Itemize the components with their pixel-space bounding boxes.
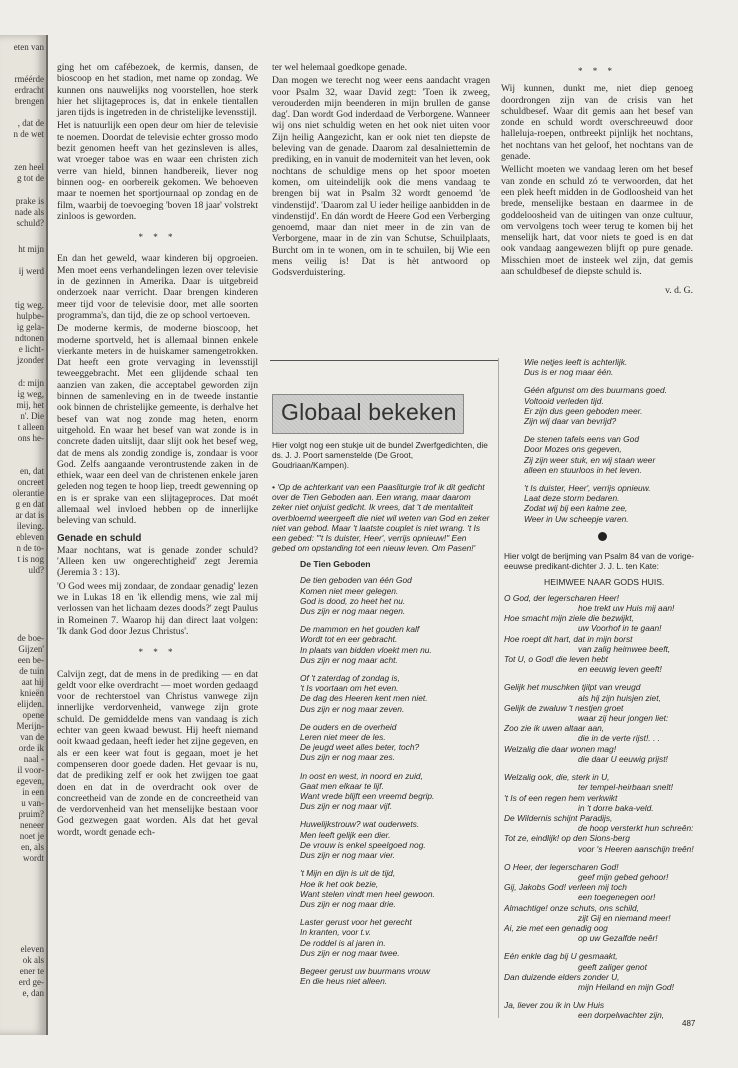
prev-page-fragment: n de to- xyxy=(16,543,44,553)
prev-page-fragment: il voor- xyxy=(17,765,44,775)
feature-title: Globaal bekeken xyxy=(281,399,457,425)
prev-page-fragment: , dat de xyxy=(17,118,44,128)
prev-page-fragment: Gijzen' xyxy=(18,644,44,654)
prev-page-fragment: ndtonen xyxy=(15,333,44,343)
author-signature: v. d. G. xyxy=(665,285,693,297)
prev-page-fragment: pruim? xyxy=(18,809,44,819)
prev-page-fragment: erdracht xyxy=(14,85,44,95)
poem-line: Dus zijn er nog maar vijf. xyxy=(300,801,393,812)
prev-page-fragment: t alleen xyxy=(17,422,44,432)
poem-line: Zoo zie ik uwen altaar aan, xyxy=(504,723,605,734)
poem-line: Men leeft gelijk een dier. xyxy=(300,829,391,840)
poem-line: Want stelen vindt men heel gewoon. xyxy=(300,888,435,899)
poem-line: Tot U, o God! die leven hebt xyxy=(504,654,608,665)
prev-page-fragment: Merijn- xyxy=(16,721,44,731)
prev-page-fragment: en, dat xyxy=(20,466,44,476)
poem-line: uw Voorhof in te gaan! xyxy=(578,623,662,634)
prev-page-fragment: wordt xyxy=(23,853,44,863)
paragraph: Wij kunnen, dunkt me, niet diep genoeg doordrongen zijn van de crisis van het schuldbesef. Waar dit gemis aan het besef van zonde en schuld wordt overschreeuwd door halleluja-roepen, ontbreekt pijnlijk het nochtans, het nochtans van het geloof, het nochtans van de genade. xyxy=(501,83,693,163)
hymn-psalm-84 xyxy=(504,593,700,1021)
poem-line: waar zij heur jongen liet: xyxy=(578,713,669,724)
poem-line: Dus zijn er nog maar acht. xyxy=(300,654,398,665)
poem-line: In plaats van bidden vloekt men nu. xyxy=(300,644,432,655)
prev-page-fragment: n de wet xyxy=(13,129,44,139)
stanza xyxy=(300,917,490,958)
prev-page-fragment: hulpbe- xyxy=(16,311,44,321)
poem-line: Dus zijn er nog maar zeven. xyxy=(300,703,405,714)
poem-line: De dag des Heeren kent men niet. xyxy=(300,693,428,704)
poem-line: Gelijk het muschken tjilpt van vreugd xyxy=(504,682,641,693)
paragraph: De moderne kermis, de moderne bioscoop, het moderne sportveld, het is allemaal binnen enkele vierkante meters in de huiskamer samengetrokken. Dat heeft een grote vervaging in levensstijl teweeggebracht. Met een glijdende schaal ten aanzien van zaken, die acceptabel geworden zijn binnen de samenleving en in de tweede instantie ook binnen de christelijke gemeente, is derhalve het besef van wat nog zonde mag heten, enorm uitgehold. En waar het besef van wat zonde is in concrete daden uitslijt, daar slijt ook het besef weg, dat de mens als zondig zondige is, zondaar is voor God. Zelfs aangaande verontrustende zaken in de ethiek, waar een deel van de christenen enkele jaren geleden nog tegen te hoop liep, treedt gewenning op en is er sprake van een slijtageproces. Dat moét allemaal wel invloed hebben op de innerlijke beleving van schuld. xyxy=(57,323,258,527)
poem-line: 't Is of een regen hem verkwikt xyxy=(504,792,618,803)
poem-line: Laster gerust voor het gerecht xyxy=(300,917,412,928)
paragraph: ter wel helemaal goedkope genade. xyxy=(272,62,408,73)
poem-line: Gelijk de zwaluw 't nestjen groet xyxy=(504,702,624,713)
stanza xyxy=(524,357,700,377)
stanza xyxy=(300,868,490,909)
poem-line: De jeugd weet alles beter, toch? xyxy=(300,742,420,753)
prev-page-fragment: d: mijn xyxy=(18,378,44,388)
paragraph: Het is natuurlijk een open deur om hier de televisie te noemen. Doordat de televisie echter grosso modo bezit genomen heeft van het gezinsleven is alles, wat vroeger taboe was en waar een christen zich verre van hield, binnen handbereik, liever nog binnen oog- en oorbereik gekomen. We behoeven maar te noemen het sportjournaal op zondag en de film, waarbij de toevoeging 'boven 18 jaar' volstrekt zinloos is geworden. xyxy=(57,120,258,222)
section-divider: * * * xyxy=(578,66,616,76)
subheading: Genade en schuld xyxy=(57,532,142,544)
stanza xyxy=(524,385,700,426)
poem-line: In oost en west, in noord en zuid, xyxy=(300,770,423,781)
prev-page-fragment: ar dat is xyxy=(15,510,44,520)
poem-line: Laat deze storm bedaren. xyxy=(524,493,620,504)
poem-line: De ouders en de overheid xyxy=(300,721,397,732)
poem-continuation xyxy=(504,357,700,524)
prev-page-fragment: e licht- xyxy=(18,344,44,354)
poem-line: Almachtige! onze schuts, ons schild, xyxy=(504,902,639,913)
column-3 xyxy=(501,62,693,297)
prev-page-fragment: zen heel xyxy=(14,162,44,172)
poem-line: die daar U eeuwig prijst! xyxy=(578,753,668,764)
prev-page-fragment: opene xyxy=(22,710,44,720)
feature-intro: Hier volgt nog een stukje uit de bundel Zwerfgedichten, die ds. J. J. Poort samenstelde (De Groot, Goudriaan/Kampen). xyxy=(272,440,488,470)
stanza xyxy=(300,771,490,812)
prev-page-fragment: u van- xyxy=(21,798,44,808)
prev-page-fragment: erd ge- xyxy=(18,977,44,987)
paragraph: Maar nochtans, wat is genade zonder schuld? 'Alleen ken uw ongerechtigheid' zegt Jeremia (Jeremia 3 : 13). xyxy=(57,544,258,579)
poem-line: Er zijn dus geen geboden meer. xyxy=(524,405,643,416)
prev-page-fragment: in een xyxy=(22,787,44,797)
poem-line: zijt Gij en niemand meer! xyxy=(578,912,671,923)
poem-line: De stenen tafels eens van God xyxy=(524,434,639,445)
poem-line: ter tempel-heirbaan snelt! xyxy=(578,782,673,793)
hymn-intro: Hier volgt de berijming van Psalm 84 van de vorige-eeuwse predikant-dichter J. J. L. ten Kate: xyxy=(504,550,694,571)
prev-page-fragment: e, dan xyxy=(22,988,44,998)
poem-line: Welzalig ook, die, sterk in U, xyxy=(504,772,610,783)
prev-page-fragment: ig weg, xyxy=(17,389,44,399)
poem-line: in 't dorre baka-veld. xyxy=(578,802,654,813)
poem-line: Gaat men elkaar te lijf. xyxy=(300,780,384,791)
poem-line: God is dood, zo heet het nu. xyxy=(300,595,406,606)
prev-page-fragment: ij werd xyxy=(18,266,44,276)
poem-line: hoe trekt uw Huis mij aan! xyxy=(578,603,675,614)
stanza xyxy=(504,682,700,764)
prev-page-fragment: mij, het xyxy=(16,400,44,410)
poem-line: De tien geboden van één God xyxy=(300,575,412,586)
paragraph: ging het om cafébezoek, de kermis, dansen, de bioscoop en het stadion, met name op zondag. We kunnen ons nauwelijks nog voorstellen, hoe sterk hier het slijtageproces is, dat in enkele tientallen jaren tijds is ingetreden in de christelijke levensstijl. xyxy=(57,62,258,119)
prev-page-fragment: de tuin xyxy=(19,666,44,676)
hymn-title: HEIMWEE NAAR GODS HUIS. xyxy=(544,576,665,587)
poem-line: Gij, Jakobs God! verleen mij toch xyxy=(504,882,627,893)
poem-line: van zalig heimwee beeft, xyxy=(578,643,671,654)
stanza xyxy=(300,624,490,665)
prev-page-fragment: uld? xyxy=(28,565,44,575)
poem-title: De Tien Geboden xyxy=(300,559,371,570)
poem-line: Voltooid verleden tijd. xyxy=(524,395,604,406)
stanza xyxy=(504,951,700,992)
prev-page-fragment: t is nog xyxy=(17,554,44,564)
prev-page-fragment: brengen xyxy=(15,96,44,106)
prev-page-fragment: de boe- xyxy=(17,633,44,643)
poem-line: alleen en stuurloos in het leven. xyxy=(524,464,642,475)
prev-page-fragment: orde ik xyxy=(18,743,44,753)
divider-line xyxy=(270,360,498,361)
poem-line: op uw Gezalfde neêr! xyxy=(578,933,658,944)
prev-page-fragment: ht mijn xyxy=(18,244,44,254)
poem-line: 't Is voortaan om het even. xyxy=(300,683,399,694)
feature-title-box xyxy=(272,394,464,434)
prev-page-fragment: aat hij xyxy=(21,677,44,687)
paragraph: Dan mogen we terecht nog weer eens aandacht vragen voor Psalm 32, waar David zegt: 'Toen ik zweeg, verouderden mijn beenderen in mijn brullen de ganse dag'. Dan wordt God inderdaad de Verborgene. Wanneer wij ons niet schuldig weten en het ook niet uiten voor Zijn heilig Aangezicht, kan er ook niet ten diepste de beleving van de genade. Daarom zal desalniettemin de prediking, en in vanuit de moderniteit van het leven, ook nochtans de schuldige mens op het spoor moeten komen, om uiteindelijk ook die mens vandaag te brengen bij wat in Psalm 32 wordt genoemd 'de vindenstijd'. 'Daarom zal U ieder heilige aanbidden in de vindenstijd'. En dán wordt de Heere God een Verberging genoemd, maar dan niet meer in de zin van de Verborgene, maar in de zin van Schutse, Schuilplaats, Burcht om in te wonen, om in te schuilen, bij Wie een mens veilig is! Dat is hèt antwoord op Godsverduistering. xyxy=(272,75,490,279)
poem-line: een toegenegen oor! xyxy=(578,892,656,903)
prev-page-fragment: ebleven xyxy=(16,532,44,542)
column-4 xyxy=(504,357,700,1029)
poem-line: Géén afgunst om des buurmans goed. xyxy=(524,385,667,396)
section-divider: * * * xyxy=(138,647,177,658)
poem-line: mijn Heiland en mijn God! xyxy=(578,981,674,992)
prev-page-fragment: eleven xyxy=(20,944,44,954)
prev-page-fragment: tig weg. xyxy=(15,300,44,310)
poem-line: Hoe ik het ook bezie, xyxy=(300,878,379,889)
poem-line: O Heer, der legerscharen God! xyxy=(504,861,619,872)
page-number: 487 xyxy=(682,1019,696,1028)
prev-page-fragment: schuld? xyxy=(16,218,44,228)
prev-page-fragment: nade als xyxy=(14,207,44,217)
poem-line: Komen niet meer gelegen. xyxy=(300,585,399,596)
poem-line: Dus zijn er nog maar zes. xyxy=(300,752,395,763)
prev-page-fragment: noet je xyxy=(19,831,44,841)
poem-line: een dorpelwachter zijn, xyxy=(578,1010,665,1021)
poem-line: Dus zijn er nog maar vier. xyxy=(300,850,396,861)
poem-line: geeft zaliger genot xyxy=(578,961,647,972)
stanza xyxy=(504,862,700,944)
poem-line: de hoop versterkt hun schreên: xyxy=(578,823,694,834)
poem-line: Welzalig die daar wonen mag! xyxy=(504,743,617,754)
poem-line: De roddel is al jaren in. xyxy=(300,937,386,948)
prev-page-fragment: ig gela- xyxy=(16,322,44,332)
prev-page-fragment: ileving. xyxy=(16,521,44,531)
prev-page-fragment: olerantie xyxy=(12,488,44,498)
poem-line: en eeuwig leven geeft! xyxy=(578,664,662,675)
stanza xyxy=(300,575,490,616)
poem-line: En die heus niet alleen. xyxy=(300,976,388,987)
poem-line: Dan duizende elders zonder U, xyxy=(504,971,620,982)
poem-line: 't Is duister, Heer', verrijs opnieuw. xyxy=(524,483,651,494)
poem-ten-commandments xyxy=(300,575,490,986)
poem-line: Begeer gerust uw buurmans vrouw xyxy=(300,965,430,976)
poem-line: O God, der legerscharen Heer! xyxy=(504,592,619,603)
prev-page-fragment: naal - xyxy=(23,754,44,764)
poem-line: De Wildernis schijnt Paradijs, xyxy=(504,812,613,823)
stanza xyxy=(300,966,490,986)
stanza xyxy=(504,772,700,854)
poem-line: De mammon en het gouden kalf xyxy=(300,624,420,635)
feature-note: • 'Op de achterkant van een Paasliturgie trof ik dit gedicht over de Tien Geboden aan. Een wrang, maar daarom zeker niet onjuist gedicht. Ik vrees, dat 't de mentaliteit overbloemd weergeeft die niet wil weten van God en zeker niet van gebod. Maar 't laatste couplet is niet wrang. 't Is een gebed: "'t Is duister, Heer', verrijs opnieuw!" Een gebed om opstanding tot een nieuw leven. Om Pasen!' xyxy=(272,482,490,554)
column-1 xyxy=(57,62,258,840)
prev-page-fragment: jzonder xyxy=(17,355,44,365)
previous-page-edge xyxy=(0,35,48,1035)
section-divider: * * * xyxy=(138,232,177,243)
column-2 xyxy=(272,62,490,281)
poem-line: Want vrede blijft een vreemd begrip. xyxy=(300,791,435,802)
prev-page-fragment: van de xyxy=(20,732,44,742)
poem-line: Wordt tot en eer gebracht. xyxy=(300,634,398,645)
poem-line: De vrouw is enkel speelgoed nog. xyxy=(300,839,426,850)
prev-page-fragment: ons he- xyxy=(17,433,44,443)
poem-line: geef mijn gebed gehoor! xyxy=(578,871,669,882)
poem-line: Hoe smacht mijn ziele die bezwijkt, xyxy=(504,613,634,624)
poem-line: Zijn wij daar van bevrijd? xyxy=(524,416,617,427)
prev-page-fragment: knieën xyxy=(20,688,44,698)
poem-line: Dus zijn er nog maar negen. xyxy=(300,606,406,617)
poem-line: Eén enkle dag bij U gesmaakt, xyxy=(504,951,618,962)
poem-line: Ja, liever zou ik in Uw Huis xyxy=(504,1000,605,1011)
paragraph: Wellicht moeten we vandaag leren om het besef van zonde en schuld zó te verwoorden, dat het een plek heeft midden in de Godloosheid van het brede, menselijke bestaan en daarmee in de goddeloosheid van de uitingen van onze cultuur, om vervolgens toch weer terug te komen bij het menselijk hart, dat voor niets te goed is en dat ook vandaag aangewezen blijft op pure genade. Misschien moet de insteek wel zijn, dat gemis aan schuldbesef de diepste schuld is. xyxy=(501,164,693,278)
poem-line: als hij zijn huisjen ziet, xyxy=(578,692,661,703)
poem-line: Wie netjes leeft is achterlijk. xyxy=(524,357,628,367)
poem-line: die in de verte rijst!. . . xyxy=(578,733,660,744)
poem-line: Dus zijn er nog maar twee. xyxy=(300,947,400,958)
prev-page-fragment: rméérde xyxy=(14,74,44,84)
feature-column xyxy=(272,440,490,994)
poem-line: Ai, zie met een genadig oog xyxy=(504,922,608,933)
prev-page-fragment: n'. Die xyxy=(20,411,44,421)
paragraph: En dan het geweld, waar kinderen bij opgroeien. Men moet eens verhandelingen lezen over televisie in de gezinnen in Amerika. Daar is uitgebreid onderzoek naar verricht. Daar brengen kinderen meer tijd voor de televisie door, met alle soorten programma's, dan tijd, die ze op school vertoeven. xyxy=(57,253,258,321)
poem-line: Dus is er nog maar één. xyxy=(524,367,614,378)
poem-line: Of 't zaterdag of zondag is, xyxy=(300,673,400,684)
poem-line: voor 's Heeren aanschijn treên! xyxy=(578,843,694,854)
stanza xyxy=(300,722,490,763)
paragraph: 'O God wees mij zondaar, de zondaar genadig' lezen we in Lukas 18 en 'ik ellendig mens, wie zal mij verlossen van het lichaam dezes doods?' zegt Paulus in Romeinen 7. Waarop hij dan direct laat volgen: 'Ik dank God door Jezus Christus'. xyxy=(57,580,258,637)
poem-line: Door Mozes ons gegeven, xyxy=(524,444,622,455)
prev-page-fragment: ener te xyxy=(19,966,44,976)
stanza xyxy=(300,673,490,714)
prev-page-fragment: eten van xyxy=(13,42,44,52)
paragraph: Calvijn zegt, dat de mens in de prediking — en dat geldt voor elke overdracht — moet worden gedaagd voor de rechterstoel van Christus vanwege zijn innerlijke verdorvenheid, vanwege zijn grote schuld. De gemiddelde mens van vandaag is zich echter van geen kwaad bewust. Hij heeft niemand ooit kwaad gedaan, heeft ieder het zijne gegeven, en als er een keer wat fout is gegaan, moet je het compenseren door goede daden. Het gevaar is nu, dat de prediking zelf er ook het zwijgen toe gaat doen en dat in de overdracht ook over de concreetheid van de zonde en de concreetheid van de verdorvenheid van het menselijke bestaan voor God gezwegen gaat worden. Als dat het geval wordt, wordt genade ech- xyxy=(57,668,258,838)
prev-page-fragment: neneer xyxy=(20,820,44,830)
bullet-ornament xyxy=(598,532,607,541)
poem-line: 't Mijn en dijn is uit de tijd, xyxy=(300,868,396,879)
prev-page-fragment: ok als xyxy=(22,955,44,965)
prev-page-fragment: oncreet xyxy=(17,477,44,487)
poem-line: Hoe roept dit hart, dat in mijn borst xyxy=(504,633,633,644)
prev-page-fragment: g tot de xyxy=(17,173,44,183)
poem-line: Zij zijn weer stuk, en wij staan weer xyxy=(524,454,656,465)
poem-line: Weer in Uw scheepje varen. xyxy=(524,513,629,524)
poem-line: Huwelijkstrouw? wat ouderwets. xyxy=(300,819,420,830)
poem-line: In kranten, voor t.v. xyxy=(300,927,372,938)
stanza xyxy=(504,1000,700,1020)
stanza xyxy=(524,434,700,475)
column-divider xyxy=(498,358,499,1018)
stanza xyxy=(504,593,700,675)
poem-line: Leren niet meer de les. xyxy=(300,732,386,743)
stanza xyxy=(524,483,700,524)
poem-line: Zodat wij bij een kalme zee, xyxy=(524,503,628,514)
prev-page-fragment: prake is xyxy=(15,196,44,206)
prev-page-fragment: g en dat xyxy=(15,499,44,509)
stanza xyxy=(300,819,490,860)
poem-line: Tot ze, eindlijk! op den Sions-berg xyxy=(504,833,630,844)
prev-page-fragment: elijden. xyxy=(17,699,44,709)
prev-page-fragment: en, als xyxy=(21,842,44,852)
prev-page-fragment: egeven, xyxy=(16,776,44,786)
prev-page-fragment: een be- xyxy=(17,655,44,665)
poem-line: Dus zijn er nog maar drie. xyxy=(300,898,396,909)
